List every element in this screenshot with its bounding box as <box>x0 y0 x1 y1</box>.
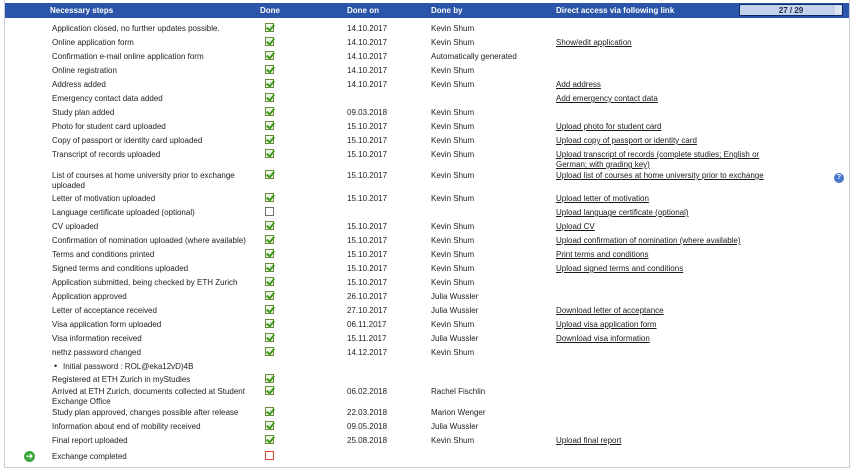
col-header-steps: Necessary steps <box>50 6 114 15</box>
step-label: Letter of acceptance received <box>52 306 157 315</box>
done-by-name: Kevin Shum <box>431 80 475 89</box>
step-label: Exchange completed <box>52 452 127 461</box>
done-checkbox[interactable] <box>265 451 274 460</box>
done-by-name: Kevin Shum <box>431 236 475 245</box>
done-on-date: 14.12.2017 <box>347 348 388 357</box>
done-on-date: 14.10.2017 <box>347 38 388 47</box>
step-label: Transcript of records uploaded <box>52 150 161 159</box>
done-by-name: Kevin Shum <box>431 171 475 180</box>
step-label: Study plan added <box>52 108 115 117</box>
done-by-name: Julia Wussler <box>431 334 479 343</box>
direct-access-link[interactable]: Show/edit application <box>556 38 632 47</box>
done-checkbox[interactable] <box>265 170 274 179</box>
step-label: Final report uploaded <box>52 436 128 445</box>
step-label: CV uploaded <box>52 222 99 231</box>
direct-access-link[interactable]: Upload letter of motivation <box>556 194 649 203</box>
done-checkbox[interactable] <box>265 235 274 244</box>
done-checkbox[interactable] <box>265 386 274 395</box>
step-label: Application approved <box>52 292 127 301</box>
done-on-date: 15.11.2017 <box>347 334 387 343</box>
progress-bar <box>739 4 843 16</box>
done-by-name: Kevin Shum <box>431 194 475 203</box>
step-label: Online application form <box>52 38 134 47</box>
step-label: Photo for student card uploaded <box>52 122 166 131</box>
col-header-done: Done <box>260 6 280 15</box>
done-on-date: 15.10.2017 <box>347 150 388 159</box>
done-on-date: 15.10.2017 <box>347 236 388 245</box>
direct-access-link[interactable]: Upload list of courses at home university prior to exchange <box>556 171 764 180</box>
step-label: Terms and conditions printed <box>52 250 155 259</box>
done-checkbox[interactable] <box>265 121 274 130</box>
col-header-done-on: Done on <box>347 6 379 15</box>
done-checkbox[interactable] <box>265 277 274 286</box>
step-label: Language certificate uploaded (optional) <box>52 208 195 217</box>
done-checkbox[interactable] <box>265 291 274 300</box>
done-on-date: 22.03.2018 <box>347 408 388 417</box>
done-checkbox[interactable] <box>265 374 274 383</box>
direct-access-link[interactable]: Upload CV <box>556 222 595 231</box>
done-checkbox[interactable] <box>265 347 274 356</box>
done-on-date: 06.11.2017 <box>347 320 387 329</box>
col-header-done-by: Done by <box>431 6 463 15</box>
step-label: Signed terms and conditions uploaded <box>52 264 189 273</box>
done-by-name: Julia Wussler <box>431 422 479 431</box>
step-label: Visa information received <box>52 334 142 343</box>
done-by-name: Kevin Shum <box>431 320 475 329</box>
step-label: Letter of motivation uploaded <box>52 194 156 203</box>
done-checkbox[interactable] <box>265 263 274 272</box>
step-label: Confirmation of nomination uploaded (where available) <box>52 236 246 245</box>
done-checkbox[interactable] <box>265 79 274 88</box>
step-label: Registered at ETH Zurich in myStudies <box>52 375 191 384</box>
done-checkbox[interactable] <box>265 207 274 216</box>
col-header-link: Direct access via following link <box>556 6 675 15</box>
done-checkbox[interactable] <box>265 305 274 314</box>
arrow-right-icon: ➔ <box>25 451 34 461</box>
done-by-name: Kevin Shum <box>431 150 475 159</box>
done-on-date: 25.08.2018 <box>347 436 388 445</box>
progress-text: 27 / 29 <box>778 6 804 15</box>
direct-access-link[interactable]: Upload transcript of records (complete studies; English or German; with grading key) <box>556 150 760 169</box>
done-by-name: Rachel Fischlin <box>431 387 486 396</box>
done-on-date: 15.10.2017 <box>347 194 388 203</box>
direct-access-link[interactable]: Download letter of acceptance <box>556 306 664 315</box>
done-by-name: Kevin Shum <box>431 66 475 75</box>
done-on-date: 15.10.2017 <box>347 122 388 131</box>
done-checkbox[interactable] <box>265 135 274 144</box>
direct-access-link[interactable]: Upload language certificate (optional) <box>556 208 689 217</box>
done-on-date: 09.05.2018 <box>347 422 388 431</box>
done-on-date: 15.10.2017 <box>347 136 388 145</box>
done-by-name: Kevin Shum <box>431 348 475 357</box>
done-on-date: 14.10.2017 <box>347 66 388 75</box>
done-checkbox[interactable] <box>265 37 274 46</box>
done-on-date: 26.10.2017 <box>347 292 388 301</box>
done-by-name: Kevin Shum <box>431 264 475 273</box>
direct-access-link[interactable]: Add address <box>556 80 601 89</box>
step-label: Address added <box>52 80 106 89</box>
done-by-name: Kevin Shum <box>431 38 475 47</box>
done-by-name: Julia Wussler <box>431 306 479 315</box>
done-on-date: 14.10.2017 <box>347 24 388 33</box>
done-checkbox[interactable] <box>265 319 274 328</box>
done-by-name: Julia Wussler <box>431 292 479 301</box>
step-label: List of courses at home university prior to exchange uploaded <box>52 171 235 190</box>
direct-access-link[interactable]: Upload final report <box>556 436 622 445</box>
direct-access-link[interactable]: Print terms and conditions <box>556 250 649 259</box>
done-by-name: Automatically generated <box>431 52 517 61</box>
direct-access-link[interactable]: Add emergency contact data <box>556 94 658 103</box>
step-label: nethz password changed <box>52 348 141 357</box>
done-by-name: Kevin Shum <box>431 250 475 259</box>
table-header <box>5 3 849 18</box>
done-checkbox[interactable] <box>265 149 274 158</box>
done-checkbox[interactable] <box>265 51 274 60</box>
done-checkbox[interactable] <box>265 193 274 202</box>
done-on-date: 15.10.2017 <box>347 171 388 180</box>
help-icon[interactable]: ? <box>834 173 844 183</box>
done-on-date: 14.10.2017 <box>347 52 388 61</box>
direct-access-link[interactable]: Upload confirmation of nomination (where available) <box>556 236 741 245</box>
initial-password-note: • Initial password : ROL@eka12vD)4B <box>63 362 193 372</box>
done-on-date: 06.02.2018 <box>347 387 388 396</box>
step-label: Information about end of mobility received <box>52 422 201 431</box>
done-by-name: Kevin Shum <box>431 136 475 145</box>
done-checkbox[interactable] <box>265 93 274 102</box>
done-checkbox[interactable] <box>265 65 274 74</box>
done-checkbox[interactable] <box>265 435 274 444</box>
step-label: Application submitted, being checked by ETH Zurich <box>52 278 238 287</box>
done-checkbox[interactable] <box>265 407 274 416</box>
done-checkbox[interactable] <box>265 23 274 32</box>
done-on-date: 27.10.2017 <box>347 306 388 315</box>
done-on-date: 15.10.2017 <box>347 250 388 259</box>
step-label: Online registration <box>52 66 117 75</box>
direct-access-link[interactable]: Upload photo for student card <box>556 122 662 131</box>
done-by-name: Kevin Shum <box>431 108 475 117</box>
done-on-date: 15.10.2017 <box>347 278 388 287</box>
direct-access-link[interactable]: Upload signed terms and conditions <box>556 264 684 273</box>
done-by-name: Marion Wenger <box>431 408 486 417</box>
step-label: Emergency contact data added <box>52 94 163 103</box>
step-label: Application closed, no further updates possible. <box>52 24 220 33</box>
step-label: Visa application form uploaded <box>52 320 162 329</box>
done-on-date: 15.10.2017 <box>347 222 388 231</box>
direct-access-link[interactable]: Download visa information <box>556 334 650 343</box>
done-checkbox[interactable] <box>265 249 274 258</box>
step-label: Confirmation e-mail online application form <box>52 52 204 61</box>
done-by-name: Kevin Shum <box>431 278 475 287</box>
done-on-date: 15.10.2017 <box>347 264 388 273</box>
done-on-date: 14.10.2017 <box>347 80 388 89</box>
done-by-name: Kevin Shum <box>431 222 475 231</box>
done-checkbox[interactable] <box>265 107 274 116</box>
direct-access-link[interactable]: Upload copy of passport or identity card <box>556 136 697 145</box>
done-checkbox[interactable] <box>265 421 274 430</box>
step-label: Study plan approved, changes possible after release <box>52 408 239 417</box>
done-checkbox[interactable] <box>265 333 274 342</box>
done-by-name: Kevin Shum <box>431 24 475 33</box>
done-by-name: Kevin Shum <box>431 122 475 131</box>
direct-access-link[interactable]: Upload visa application form <box>556 320 657 329</box>
done-checkbox[interactable] <box>265 221 274 230</box>
done-by-name: Kevin Shum <box>431 436 475 445</box>
step-label: Copy of passport or identity card uploaded <box>52 136 203 145</box>
done-on-date: 09.03.2018 <box>347 108 388 117</box>
step-label: Arrived at ETH Zurich, documents collected at Student Exchange Office <box>52 387 245 406</box>
